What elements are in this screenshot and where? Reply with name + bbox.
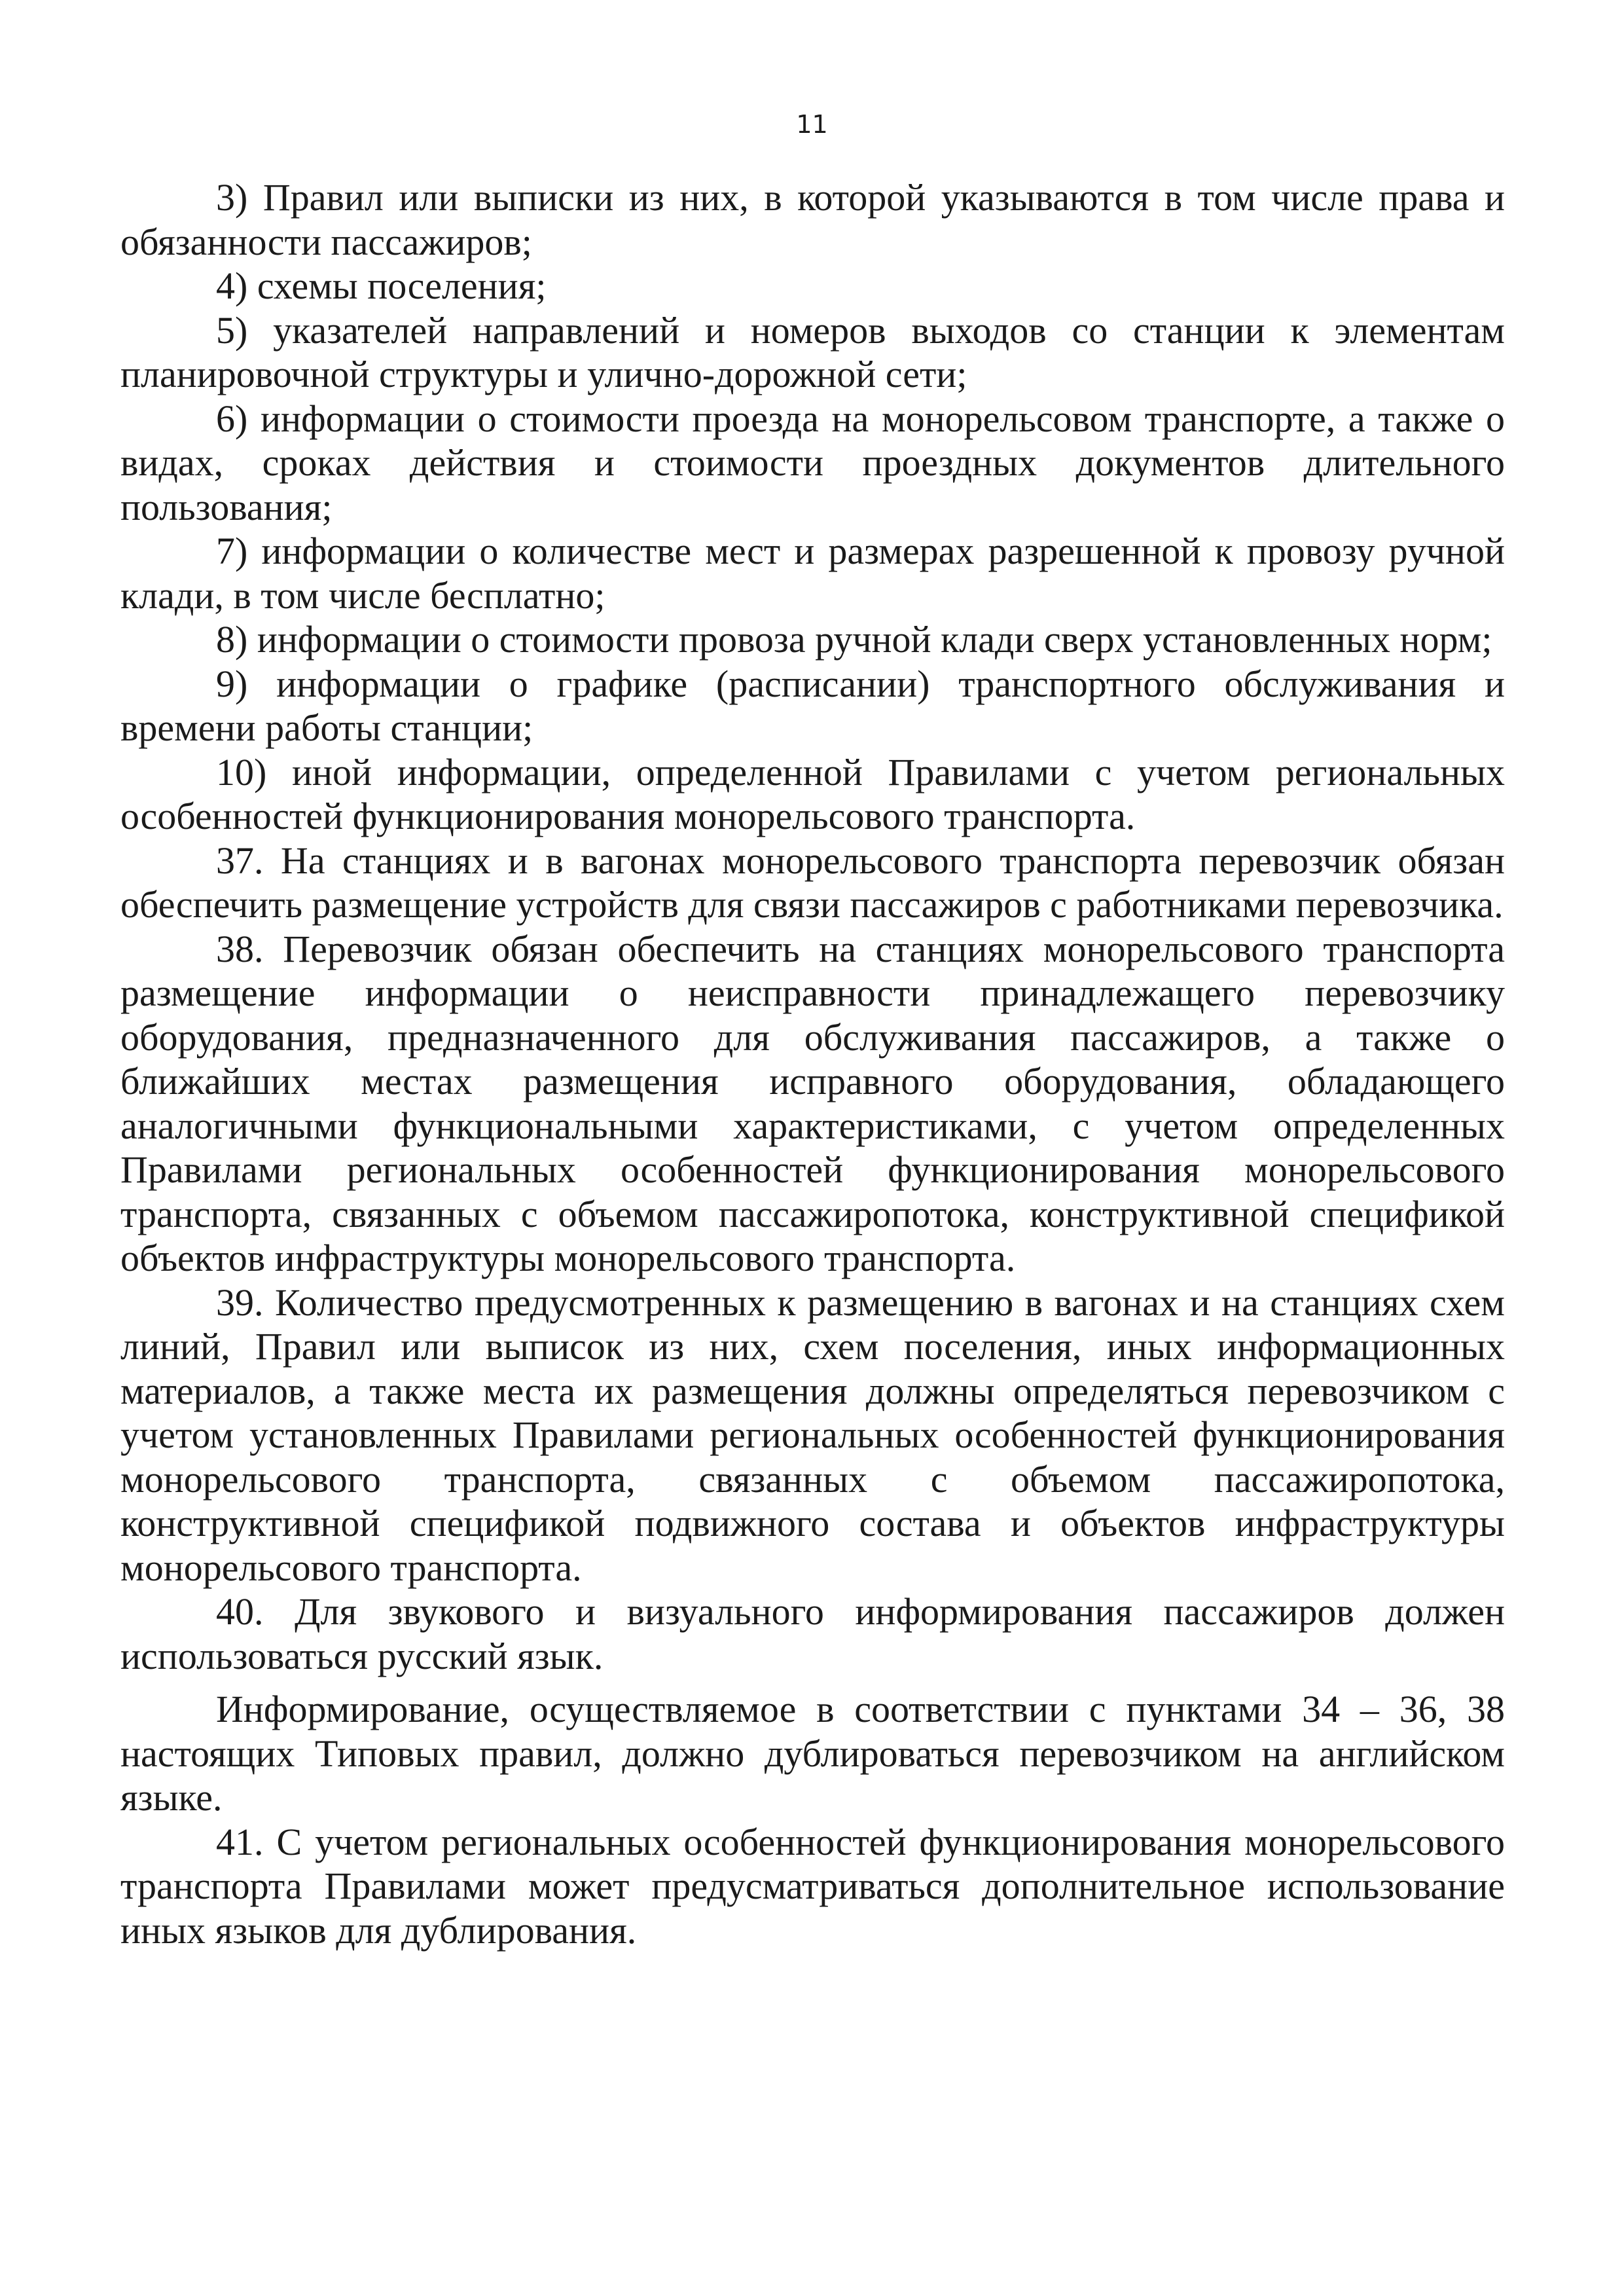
list-item-9: 9) информации о графике (расписании) транспортного обслуживания и времени работы станции; (120, 662, 1505, 749)
list-item-10: 10) иной информации, определенной Правилами с учетом региональных особенностей функционирования монорельсового транспорта. (120, 750, 1505, 837)
clause-39: 39. Количество предусмотренных к размещению в вагонах и на станциях схем линий, Правил или выписок из них, схем поселения, иных информационных материалов, а также места их размещения должны определяться перевозчиком с учетом установленных Правилами региональных особенностей функционирования монорельсового транспорта, связанных с объемом пассажиропотока, конструктивной спецификой подвижного состава и объектов инфраструктуры монорельсового транспорта. (120, 1281, 1505, 1589)
clause-37: 37. На станциях и в вагонах монорельсового транспорта перевозчик обязан обеспечить размещение устройств для связи пассажиров с работниками перевозчика. (120, 839, 1505, 926)
clause-40: 40. Для звукового и визуального информирования пассажиров должен использоваться русский язык. (120, 1590, 1505, 1677)
list-item-4: 4) схемы поселения; (216, 264, 547, 307)
list-item-6: 6) информации о стоимости проезда на монорельсовом транспорте, а также о видах, сроках действия и стоимости проездных документов длительного пользования; (120, 397, 1505, 528)
page-number: 11 (796, 110, 828, 139)
clause-41: 41. С учетом региональных особенностей функционирования монорельсового транспорта Правилами может предусматриваться дополнительное использование иных языков для дублирования. (120, 1820, 1505, 1952)
list-item-3: 3) Правил или выписки из них, в которой указываются в том числе права и обязанности пассажиров; (120, 176, 1505, 263)
clause-40-informing: Информирование, осуществляемое в соответствии с пунктами 34 – 36, 38 настоящих Типовых правил, должно дублироваться перевозчиком на английском языке. (120, 1688, 1505, 1819)
document-body (120, 175, 1505, 1952)
list-item-5: 5) указателей направлений и номеров выходов со станции к элементам планировочной структуры и улично-дорожной сети; (120, 308, 1505, 395)
list-item-7: 7) информации о количестве мест и размерах разрешенной к провозу ручной клади, в том числе бесплатно; (120, 530, 1505, 617)
clause-38: 38. Перевозчик обязан обеспечить на станциях монорельсового транспорта размещение информации о неисправности принадлежащего перевозчику оборудования, предназначенного для обслуживания пассажиров, а также о ближайших местах размещения исправного оборудования, обладающего аналогичными функциональными характеристиками, с учетом определенных Правилами региональных особенностей функционирования монорельсового транспорта, связанных с объемом пассажиропотока, конструктивной спецификой объектов инфраструктуры монорельсового транспорта. (120, 927, 1505, 1279)
list-item-8: 8) информации о стоимости провоза ручной клади сверх установленных норм; (216, 618, 1492, 661)
